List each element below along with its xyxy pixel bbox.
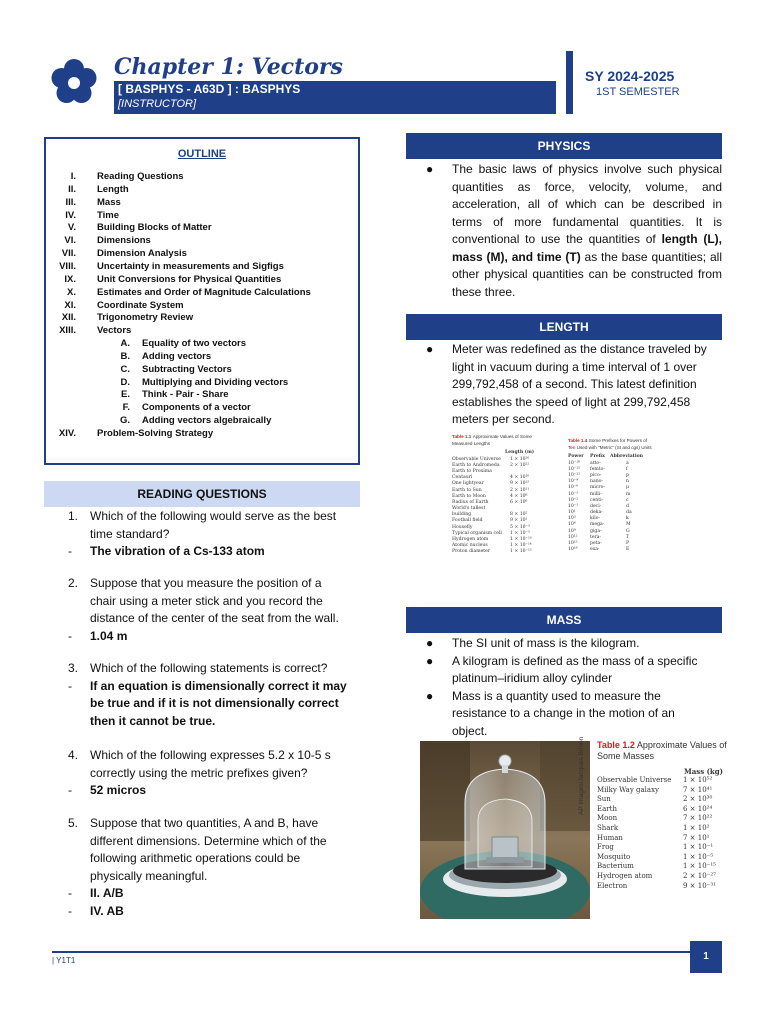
table-cell: peta-: [590, 541, 602, 547]
outline-subitem-number: C.: [120, 363, 130, 375]
table-cell: Shark: [597, 823, 619, 832]
table-cell: 10⁻¹: [568, 503, 579, 509]
table-cell: Radius of Earth: [452, 499, 489, 505]
answer-text: 1.04 m: [90, 628, 128, 643]
outline-item-label: Trigonometry Review: [97, 312, 194, 324]
physics-tail-text: as the base quantities; all other physical quantities can be constructed from these three.: [452, 249, 722, 299]
table-row: [597, 776, 727, 786]
table-lengths-header: Length (m): [505, 450, 534, 456]
table-cell: Observable Universe: [597, 776, 672, 784]
question-number: 5.: [68, 816, 79, 830]
outline-subitem-label: Components of a vector: [142, 402, 251, 414]
outline-item-number: III.: [65, 196, 76, 208]
outline-item: [44, 197, 360, 210]
table-cell: 1 × 10⁻¹: [683, 843, 714, 852]
table-cell: building: [452, 512, 472, 518]
table-cell: 7 × 10²²: [683, 814, 713, 823]
outline-item-number: XIII.: [59, 325, 76, 337]
outline-subitem-label: Multiplying and Dividing vectors: [142, 376, 289, 388]
table-header-cell: Abbreviation: [610, 454, 643, 460]
table-masses-number: Table 1.2: [597, 740, 635, 750]
length-text: establishes the speed of light at 299,792,458: [452, 394, 691, 409]
table-row: [597, 843, 727, 853]
table-cell: m: [626, 491, 631, 497]
question-text: distance of the center of the seat from the wall.: [90, 611, 339, 625]
outline-item: [44, 222, 360, 235]
bullet-dot: ●: [426, 342, 434, 356]
outline-item: [44, 184, 360, 197]
table-cell: exa-: [590, 547, 600, 553]
table-cell: 1 × 10⁻⁵: [683, 852, 714, 861]
table-cell: 10⁻²: [568, 497, 579, 503]
table-lengths-caption: [452, 434, 536, 448]
table-cell: Football field: [452, 518, 483, 524]
question-text: Suppose that you measure the position of a: [90, 576, 322, 590]
table-cell: Electron: [597, 881, 628, 890]
outline-item-label: Dimensions: [97, 235, 151, 247]
question-text: different dimensions. Determine which of the: [90, 833, 327, 848]
table-row: [597, 814, 727, 824]
table-cell: d: [626, 503, 629, 509]
outline-title: OUTLINE: [177, 148, 227, 160]
table-row: [597, 795, 727, 805]
outline-item-number: VI.: [64, 235, 76, 247]
table-cell: 2 × 10⁻²⁷: [683, 871, 716, 880]
table-cell: P: [626, 541, 630, 547]
table-row: [597, 882, 727, 892]
outline-item-label: Reading Questions: [97, 171, 184, 182]
table-prefixes-caption-text: Some Prefixes for Powers of Ten Used with "Metric" (SI and cgs) Units: [568, 438, 652, 451]
table-cell: 1 × 10⁻¹⁵: [683, 862, 716, 871]
question-text: Which of the following would serve as the best: [90, 509, 337, 523]
table-cell: 10⁻⁹: [568, 479, 579, 485]
table-row: [452, 549, 536, 555]
table-cell: One lightyear: [452, 481, 484, 487]
outline-subitem-number: F.: [122, 402, 130, 414]
outline-item: [44, 248, 360, 261]
outline-subitem-label: Adding vectors: [142, 350, 212, 362]
outline-item-label: Coordinate System: [97, 299, 184, 311]
physics-text: The basic laws of physics involve such physical quantities as force, velocity, volume, and acceleration, all of which can be described in terms of more fundamental quantities. It is conventional to use the quantities of: [452, 162, 722, 246]
table-lengths-caption-text: Approximate Values of Some Measured Lengths: [452, 434, 532, 447]
table-header-cell: Prefix: [590, 454, 605, 460]
table-cell: Earth to Moon: [452, 493, 486, 499]
table-cell: nano-: [590, 479, 603, 485]
footer-line: [52, 951, 690, 953]
question-text: physically meaningful.: [90, 868, 208, 883]
kilogram-prototype-photo: [420, 741, 590, 919]
table-cell: 2 × 10³⁰: [683, 795, 713, 804]
answer-dash: -: [68, 903, 72, 918]
answer-text: 52 micros: [90, 783, 147, 797]
outline-subitem-label: Subtracting Vectors: [142, 363, 232, 375]
photo-credit: AP Images/Jacques Brinon: [578, 736, 585, 815]
outline-item: [44, 210, 360, 223]
table-cell: Hydrogen atom: [452, 537, 489, 543]
outline-item-number: IV.: [65, 209, 76, 221]
answer-dash: -: [68, 783, 72, 797]
outline-item: [44, 274, 360, 287]
answer-text: IV. AB: [90, 903, 124, 918]
table-cell: 1 × 10⁵²: [683, 776, 713, 784]
table-cell: p: [626, 472, 629, 478]
table-row: [597, 853, 727, 863]
header-divider: [566, 51, 573, 114]
question-number: 3.: [68, 661, 79, 675]
table-cell: 10¹⁵: [568, 541, 578, 547]
table-cell: milli-: [590, 491, 602, 497]
table-cell: giga-: [590, 528, 602, 534]
outline-subitem: [44, 402, 360, 415]
table-cell: μ: [626, 485, 629, 491]
table-cell: 5 × 10⁻³: [510, 524, 530, 530]
table-cell: 6 × 10²⁴: [683, 804, 713, 813]
table-cell: 9 × 10¹: [510, 518, 528, 524]
table-cell: 10⁶: [568, 522, 576, 528]
outline-item: [44, 312, 360, 325]
table-cell: 4 × 10¹⁶: [510, 475, 530, 481]
table-cell: 9 × 10¹⁵: [510, 481, 530, 487]
table-cell: 10⁹: [568, 528, 576, 534]
outline-item-label: Mass: [97, 196, 121, 208]
chapter-title: Chapter 1: Vectors: [114, 54, 343, 80]
table-row: [597, 872, 727, 882]
answer-dash: -: [68, 886, 72, 900]
table-cell: Housefly: [452, 524, 473, 530]
semester: 1ST SEMESTER: [596, 86, 680, 98]
table-cell: 7 × 10⁴¹: [683, 785, 713, 794]
table-cell: 10¹⁸: [568, 547, 578, 553]
table-row: [597, 805, 727, 815]
answer-dash: -: [68, 628, 72, 643]
table-prefixes: [568, 438, 652, 553]
table-cell: femto-: [590, 466, 605, 472]
table-cell: 2 × 10¹¹: [510, 487, 530, 493]
outline-item-label: Time: [97, 209, 120, 221]
table-cell: 6 × 10⁶: [510, 499, 528, 505]
mass-text: platinum–iridium alloy cylinder: [452, 671, 613, 685]
table-cell: Earth: [597, 804, 617, 813]
question-number: 4.: [68, 748, 79, 762]
table-prefixes-number: Table 1.4: [568, 438, 588, 443]
outline-subitem: [44, 389, 360, 402]
table-cell: 1 × 10⁻¹⁰: [510, 537, 532, 543]
question-text: chair using a meter stick and you record the: [90, 593, 323, 608]
table-cell: tera-: [590, 534, 602, 540]
outline-subitem-number: D.: [120, 376, 130, 388]
outline-item-label: Problem-Solving Strategy: [97, 428, 214, 439]
answer-text: II. A/B: [90, 886, 124, 900]
role-label: [INSTRUCTOR]: [118, 98, 197, 110]
footer-text: | Y1T1: [52, 956, 76, 965]
question-number: 2.: [68, 576, 79, 590]
table-cell: 10¹: [568, 510, 576, 516]
outline-subitem-label: Think - Pair - Share: [142, 389, 229, 401]
mass-text: resistance to a change in the motion of an: [452, 706, 675, 720]
mass-text: A kilogram is defined as the mass of a specific: [452, 653, 698, 668]
mass-text: object.: [452, 723, 488, 738]
table-cell: mega-: [590, 522, 605, 528]
answer-dash: -: [68, 544, 72, 558]
table-cell: 1 × 10⁻¹⁴: [510, 543, 532, 549]
table-cell: Earth to Proxima: [452, 468, 492, 474]
table-cell: M: [626, 522, 631, 528]
outline-item-label: Unit Conversions for Physical Quantities: [97, 273, 282, 285]
table-cell: micro-: [590, 485, 605, 491]
table-cell: 2 × 10²²: [510, 462, 530, 468]
table-cell: 9 × 10⁻³¹: [683, 881, 716, 890]
table-row: [597, 824, 727, 834]
outline-item-label: Estimates and Order of Magnitude Calculations: [97, 286, 311, 298]
table-cell: Moon: [597, 814, 618, 823]
outline-subitem-number: G.: [119, 415, 130, 427]
table-cell: f: [626, 466, 628, 472]
table-cell: 1 × 10²: [683, 823, 710, 832]
table-row: [568, 547, 652, 553]
table-cell: n: [626, 479, 629, 485]
table-cell: G: [626, 528, 630, 534]
outline-item-number: XII.: [61, 312, 76, 324]
outline-subitem-label: Equality of two vectors: [142, 338, 246, 350]
length-text: 299,792,458 of a second. This latest definition: [452, 377, 697, 391]
outline-item: [44, 171, 360, 184]
outline-item-number: XI.: [64, 299, 76, 311]
table-lengths-number: Table 1.1: [452, 434, 472, 439]
table-cell: 7 × 10¹: [683, 833, 710, 842]
page-number: 1: [690, 941, 722, 973]
table-cell: Mosquito: [597, 852, 631, 861]
table-cell: Hydrogen atom: [597, 871, 653, 880]
outline-item-label: Length: [97, 183, 129, 195]
table-masses-caption: Approximate Values of Some Masses: [597, 740, 727, 761]
reading-questions-header: READING QUESTIONS: [44, 481, 360, 507]
table-masses: [597, 740, 727, 891]
outline-item-number: II.: [68, 183, 76, 195]
outline-item-label: Uncertainty in measurements and Sigfigs: [97, 260, 284, 272]
outline-item: [44, 428, 360, 441]
question-text: Which of the following expresses 5.2 x 10-5 s: [90, 748, 331, 762]
table-cell: k: [626, 516, 629, 522]
table-cell: 10⁻¹²: [568, 472, 580, 478]
table-cell: Observable Universe: [452, 456, 501, 462]
outline-item-label: Dimension Analysis: [97, 248, 187, 260]
table-cell: 1 × 10⁻⁵: [510, 530, 530, 536]
table-row: [597, 862, 727, 872]
question-text: Suppose that two quantities, A and B, have: [90, 816, 319, 830]
physics-bold-text: length (L), mass (M), and time (T): [452, 232, 723, 264]
table-cell: Earth to Sun: [452, 487, 482, 493]
school-year: SY 2024-2025: [585, 68, 675, 84]
table-masses-header: Mass (kg): [684, 767, 723, 776]
outline-subitem: [44, 377, 360, 390]
length-text: meters per second.: [452, 412, 555, 426]
table-cell: atto-: [590, 460, 601, 466]
bullet-dot: ●: [426, 636, 434, 650]
table-cell: kilo-: [590, 516, 601, 522]
mass-text: Mass is a quantity used to measure the: [452, 688, 661, 703]
table-cell: 10⁻⁶: [568, 485, 579, 491]
question-number: 1.: [68, 509, 79, 523]
table-cell: deka-: [590, 510, 603, 516]
question-text: Which of the following statements is correct?: [90, 661, 328, 675]
table-cell: Sun: [597, 795, 611, 804]
outline-subitem-number: E.: [121, 389, 130, 401]
table-cell: Milky Way galaxy: [597, 785, 659, 794]
outline-subitem-number: A.: [120, 338, 130, 350]
table-cell: T: [626, 534, 630, 540]
table-cell: Human: [597, 833, 623, 842]
outline-item-number: VII.: [61, 248, 76, 260]
answer-text: The vibration of a Cs-133 atom: [90, 544, 265, 558]
outline-subitem: [44, 415, 360, 428]
table-cell: World's tallest: [452, 506, 486, 512]
bullet-dot: ●: [426, 653, 434, 668]
bullet-dot: ●: [426, 688, 434, 703]
mass-text: The SI unit of mass is the kilogram.: [452, 636, 640, 650]
outline-subitem: [44, 351, 360, 364]
outline-item-number: X.: [67, 286, 76, 298]
outline-item: [44, 325, 360, 338]
table-lengths: [452, 434, 536, 556]
length-header: LENGTH: [406, 314, 722, 340]
outline-subitem-number: B.: [120, 350, 130, 362]
question-text: time standard?: [90, 526, 170, 541]
outline-subitem-label: Adding vectors algebraically: [142, 415, 272, 427]
table-cell: 8 × 10²: [510, 512, 528, 518]
outline-item: [44, 287, 360, 300]
table-cell: Frog: [597, 843, 614, 852]
outline-item-number: I.: [70, 171, 76, 182]
outline-item-number: V.: [67, 222, 76, 234]
question-text: correctly using the metric prefixes given?: [90, 765, 308, 780]
table-header-cell: Power: [568, 454, 584, 460]
outline-item-label: Building Blocks of Matter: [97, 222, 212, 234]
table-cell: Earth to Andromeda: [452, 462, 500, 468]
answer-text: If an equation is dimensionally correct it may be true and if it is not dimensionally correct then it cannot be true.: [90, 678, 347, 728]
table-cell: a: [626, 460, 629, 466]
flower-logo-icon: [50, 58, 98, 106]
length-text: Meter was redefined as the distance traveled by: [452, 342, 707, 356]
table-row: [597, 786, 727, 796]
table-cell: pico-: [590, 472, 602, 478]
outline-item: [44, 235, 360, 248]
outline-item-number: VIII.: [59, 260, 76, 272]
outline-item-number: XIV.: [58, 428, 76, 439]
table-cell: Atomic nucleus: [452, 543, 488, 549]
table-cell: 1 × 10⁻¹⁵: [510, 549, 532, 555]
outline-item: [44, 261, 360, 274]
table-cell: Proton diameter: [452, 549, 491, 555]
table-cell: Bacterium: [597, 862, 634, 871]
table-cell: centi-: [590, 497, 604, 503]
table-cell: 4 × 10⁸: [510, 493, 528, 499]
table-row: [597, 834, 727, 844]
table-cell: da: [626, 510, 632, 516]
table-cell: 10⁻¹⁸: [568, 460, 580, 466]
mass-header: MASS: [406, 607, 722, 633]
table-cell: Centauri: [452, 475, 473, 481]
outline-item-label: Vectors: [97, 325, 132, 337]
outline-item: [44, 300, 360, 313]
table-cell: 10³: [568, 516, 576, 522]
outline-subitem: [44, 338, 360, 351]
table-cell: 1 × 10²⁶: [510, 456, 530, 462]
physics-header: PHYSICS: [406, 133, 722, 159]
question-text: following arithmetic operations could be: [90, 851, 301, 865]
table-cell: deci-: [590, 503, 602, 509]
length-text: light in vacuum during a time interval of 1 over: [452, 359, 697, 374]
table-cell: 10⁻³: [568, 491, 579, 497]
table-prefixes-caption: [568, 438, 652, 452]
outline-item-number: IX.: [64, 273, 76, 285]
course-code: [ BASPHYS - A63D ] : BASPHYS: [118, 82, 301, 96]
table-cell: E: [626, 547, 630, 553]
table-cell: 10¹²: [568, 534, 578, 540]
table-cell: Typical organism cell: [452, 530, 502, 536]
table-cell: 10⁻¹⁵: [568, 466, 580, 472]
table-cell: c: [626, 497, 629, 503]
answer-dash: -: [68, 678, 72, 693]
outline-subitem: [44, 364, 360, 377]
